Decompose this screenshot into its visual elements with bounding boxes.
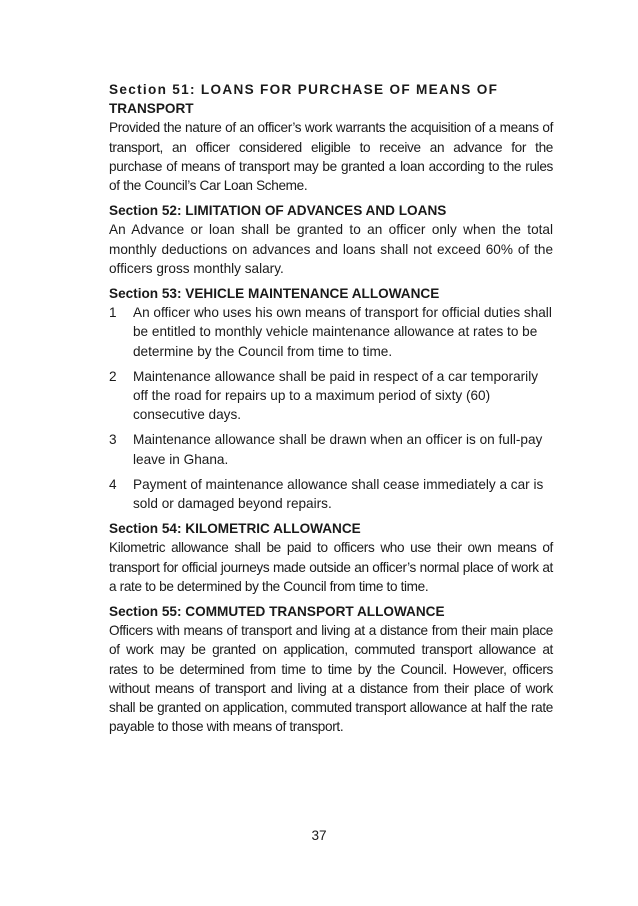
section-53-heading: Section 53: VEHICLE MAINTENANCE ALLOWANCE [109, 286, 440, 302]
list-item [109, 475, 553, 513]
section-55-heading: Section 55: COMMUTED TRANSPORT ALLOWANCE [109, 604, 445, 620]
list-item-text: Maintenance allowance shall be drawn when an officer is on full-pay leave in Ghana. [133, 432, 543, 467]
list-item-text: An officer who uses his own means of transport for official duties shall be entitled to monthly vehicle maintenance allowance at rates to be determine by the Council from time to time. [133, 305, 552, 359]
page-content [109, 80, 553, 743]
page-number: 37 [311, 828, 327, 843]
section-55-body: Officers with means of transport and living at a distance from their main place of work may be granted on application, commuted transport allowance at rates to be determined from time to time by the Council. However, officers without means of transport and living at a distance from their place of work shall be granted on application, commuted transport allowance at half the rate payable to those with means of transport. [109, 623, 553, 735]
list-item-text: Payment of maintenance allowance shall cease immediately a car is sold or damaged beyond repairs. [133, 476, 544, 512]
section-54 [109, 519, 553, 596]
list-item [109, 367, 553, 425]
section-52-body: An Advance or loan shall be granted to an officer only when the total monthly deductions on advances and loans shall not exceed 60% of the officers gross monthly salary. [109, 222, 553, 276]
list-item-number: 2 [109, 368, 117, 384]
section-52 [109, 201, 553, 278]
list-item [109, 303, 553, 361]
section-55 [109, 602, 553, 736]
section-51-body: Provided the nature of an officer’s work warrants the acquisition of a means of transport, an officer considered eligible to receive an advance for the purchase of means of transport may be granted a loan according to the rules of the Council’s Car Loan Scheme. [109, 120, 553, 194]
section-52-heading: Section 52: LIMITATION OF ADVANCES AND LOANS [109, 203, 447, 219]
list-item-number: 1 [109, 305, 117, 321]
list-item-number: 4 [109, 476, 117, 492]
section-54-body: Kilometric allowance shall be paid to officers who use their own means of transport for official journeys made outside an officer’s normal place of work at a rate to be determined by the Council from time to time. [109, 540, 553, 594]
section-51 [109, 80, 553, 195]
section-54-heading: Section 54: KILOMETRIC ALLOWANCE [109, 521, 361, 537]
list-item-text: Maintenance allowance shall be paid in respect of a car temporarily off the road for repairs up to a maximum period of sixty (60) consecutive days. [133, 368, 539, 423]
list-item-number: 3 [109, 432, 117, 448]
list-item [109, 430, 553, 468]
section-53 [109, 284, 553, 513]
section-51-heading-continued: TRANSPORT [109, 101, 194, 117]
section-51-heading: Section 51: LOANS FOR PURCHASE OF MEANS OF [109, 82, 499, 97]
